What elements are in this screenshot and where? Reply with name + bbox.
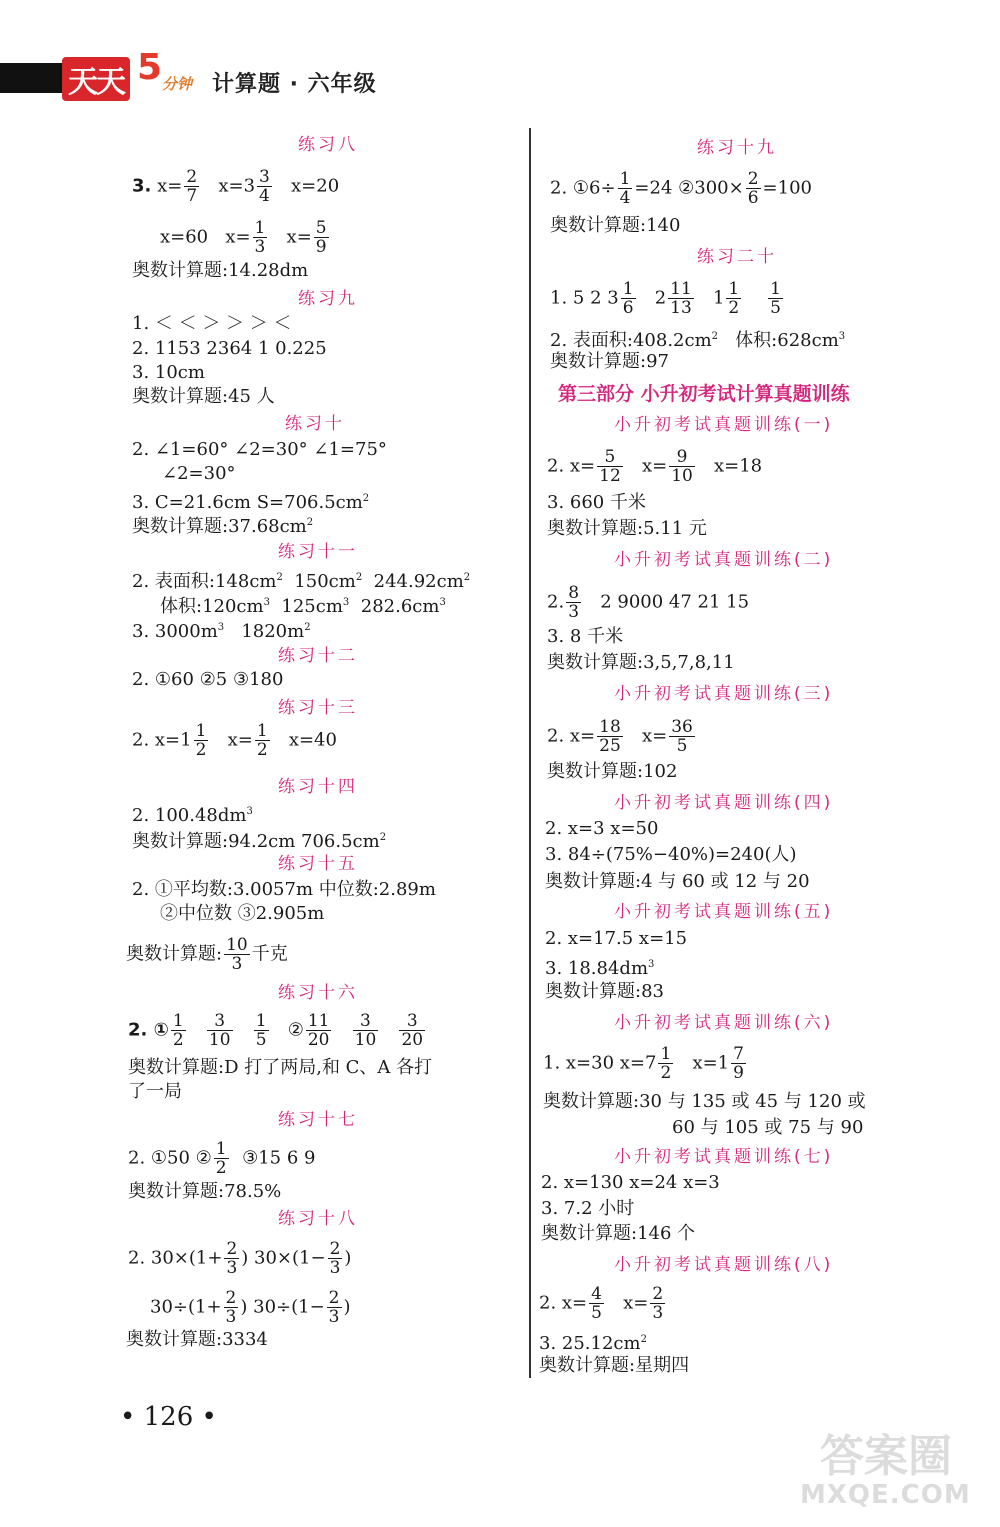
- section-title: 练习十九: [697, 138, 777, 158]
- section-title: 练习八: [298, 135, 358, 155]
- answer-line: 1. 5 2 3 $\frac{1}{6}$ 2 $\frac{11}{13}$ 1 $\frac{1}{2}$ $\frac{1}{5}$: [550, 279, 781, 318]
- answer-line: 2. ∠1=60° ∠2=30° ∠1=75°: [132, 439, 387, 460]
- answer-line: 3. 10cm: [132, 362, 205, 383]
- answer-line: 2. x= $\frac{4}{5}$ x= $\frac{2}{3}$: [539, 1284, 664, 1323]
- answer-line: 2. x= $\frac{5}{12}$ x= $\frac{9}{10}$ x=18: [547, 447, 763, 486]
- section-title: 练习九: [298, 289, 358, 309]
- answer-line: 3. $3000m^3$ $1820m^2$: [132, 621, 311, 642]
- section-title: 练习十二: [278, 646, 358, 666]
- answer-line: 2. ①60 ②5 ③180: [132, 669, 284, 690]
- olympiad-answer: 奥数计算题:14.28dm: [132, 260, 309, 281]
- olympiad-answer: 奥数计算题:97: [550, 351, 669, 372]
- section-title: 小升初考试真题训练(二): [614, 550, 834, 570]
- answer-line: 1. x=30 x=7 $\frac{1}{2}$ x=1 $\frac{7}{9}$: [543, 1044, 744, 1083]
- olympiad-answer: 奥数计算题:45 人: [132, 386, 275, 407]
- answer-line: 3. $18.84dm^3$: [545, 958, 655, 979]
- part-heading: 第三部分 小升初考试计算真题训练: [558, 383, 850, 405]
- watermark: [790, 1420, 990, 1520]
- answer-line: 2. ①6÷ $\frac{1}{4}$ =24 ②300× $\frac{2}{6}$ =100: [550, 169, 812, 208]
- olympiad-answer: 奥数计算题:3334: [126, 1329, 268, 1350]
- page-number: • 126 •: [120, 1402, 217, 1432]
- brand-logo-number: 5: [137, 47, 163, 88]
- answer-line: 2. $100.48dm^3$: [132, 805, 253, 826]
- section-title: 小升初考试真题训练(七): [614, 1147, 834, 1167]
- answer-line: 3. $25.12cm^2$: [539, 1333, 647, 1354]
- answer-line: 2. $\frac{8}{3}$ 2 9000 47 21 15: [547, 583, 750, 622]
- answer-line: 2. x= $\frac{18}{25}$ x= $\frac{36}{5}$: [547, 717, 693, 756]
- olympiad-answer: 奥数计算题:146 个: [541, 1223, 696, 1244]
- olympiad-answer: 60 与 105 或 75 与 90: [672, 1117, 864, 1138]
- section-title: 练习十一: [278, 542, 358, 562]
- answer-line: 2. ①50 ② $\frac{1}{2}$ ③15 6 9: [128, 1139, 316, 1178]
- olympiad-answer: 奥数计算题:星期四: [539, 1355, 690, 1376]
- answer-line: 2. ①平均数:3.0057m 中位数:2.89m: [132, 879, 436, 900]
- olympiad-answer: 奥数计算题:78.5%: [128, 1181, 282, 1202]
- page-header: [0, 47, 420, 101]
- olympiad-answer: 了一局: [128, 1081, 182, 1102]
- section-title: 小升初考试真题训练(六): [614, 1013, 834, 1033]
- answer-line: 体积$:120cm^3$ $125cm^3$ $282.6cm^3$: [160, 596, 446, 617]
- answer-line: x=60 x= $\frac{1}{3}$ x= $\frac{5}{9}$: [160, 218, 327, 257]
- olympiad-answer: 奥数计算题:3,5,7,8,11: [547, 652, 735, 673]
- olympiad-answer: 奥数计算题:83: [545, 981, 664, 1002]
- olympiad-answer: 奥数计算题:D 打了两局,和 C、A 各打: [128, 1057, 433, 1078]
- watermark-url: MXQE.COM: [800, 1480, 971, 1510]
- answer-line: 2. 1153 2364 1 0.225: [132, 338, 327, 359]
- section-title: 练习十三: [278, 698, 358, 718]
- answer-line: 2. x=130 x=24 x=3: [541, 1172, 720, 1193]
- section-title: 练习十八: [278, 1209, 358, 1229]
- answer-line: 3. x= $\frac{2}{7}$ x=3 $\frac{3}{4}$ x=20: [132, 167, 340, 206]
- section-title: 小升初考试真题训练(五): [614, 902, 834, 922]
- section-title: 练习十六: [278, 983, 358, 1003]
- olympiad-answer: 奥数计算题:4 与 60 或 12 与 20: [545, 871, 810, 892]
- answer-line: 2. x=1 $\frac{1}{2}$ x= $\frac{1}{2}$ x=40: [132, 721, 337, 760]
- answer-line: ∠2=30°: [162, 463, 236, 484]
- section-title: 练习二十: [697, 247, 777, 267]
- answer-line: 2. 表面积$:148cm^2$ $150cm^2$ $244.92cm^2$: [132, 571, 471, 592]
- watermark-logo: 答案圈: [820, 1431, 952, 1482]
- answer-line: 2. ① $\frac{1}{2}$ $\frac{3}{10}$ $\frac{1}{5}$ ② $\frac{11}{20}$ $\frac{3}{10}$ $\frac{3}{20}$: [128, 1011, 424, 1050]
- answer-line: 2. x=17.5 x=15: [545, 928, 688, 949]
- answer-line: 2. 表面积$:408.2cm^2$ 体积$:628cm^3$: [550, 330, 846, 351]
- answer-line: 2. 30×(1+ $\frac{2}{3}$ ) 30×(1− $\frac{2}{3}$ ): [128, 1239, 352, 1278]
- section-title: 小升初考试真题训练(八): [614, 1255, 834, 1275]
- answer-line: 30÷(1+ $\frac{2}{3}$ ) 30÷(1− $\frac{2}{3}$ ): [150, 1288, 351, 1327]
- section-title: 练习十: [285, 414, 345, 434]
- answer-line: ②中位数 ③2.905m: [160, 903, 325, 924]
- book-series-title: 计算题 · 六年级: [212, 72, 377, 97]
- section-title: 小升初考试真题训练(一): [614, 415, 834, 435]
- olympiad-answer: 奥数计算题:5.11 元: [547, 518, 707, 539]
- olympiad-answer: 奥数计算题:94.2cm $706.5cm^2$: [132, 831, 387, 852]
- olympiad-answer: 奥数计算题$:37.68cm^2$: [132, 516, 314, 537]
- answer-line: 1. ＜ ＜ ＞ ＞ ＞ ＜: [132, 313, 292, 334]
- olympiad-answer: 奥数计算题:102: [547, 761, 678, 782]
- answer-line: 2. x=3 x=50: [545, 818, 659, 839]
- olympiad-answer: 奥数计算题: $\frac{10}{3}$ 千克: [126, 935, 288, 974]
- brand-logo: 天天: [62, 57, 130, 101]
- olympiad-answer: 奥数计算题:30 与 135 或 45 与 120 或: [543, 1091, 866, 1112]
- answer-line: 3. 8 千米: [547, 626, 624, 647]
- section-title: 小升初考试真题训练(四): [614, 793, 834, 813]
- section-title: 练习十五: [278, 854, 358, 874]
- olympiad-answer: 奥数计算题:140: [550, 215, 681, 236]
- answer-line: 3. 84÷(75%−40%)=240(人): [545, 844, 797, 865]
- answer-line: 3. 7.2 小时: [541, 1198, 635, 1219]
- answer-line: 3. 660 千米: [547, 492, 646, 513]
- section-title: 练习十七: [278, 1110, 358, 1130]
- section-title: 练习十四: [278, 777, 358, 797]
- section-title: 小升初考试真题训练(三): [614, 684, 834, 704]
- column-divider: [529, 128, 531, 1378]
- brand-logo-sub: 分钟: [162, 75, 193, 93]
- answer-line: 3. C=21.6cm $S=706.5cm^2$: [132, 492, 370, 513]
